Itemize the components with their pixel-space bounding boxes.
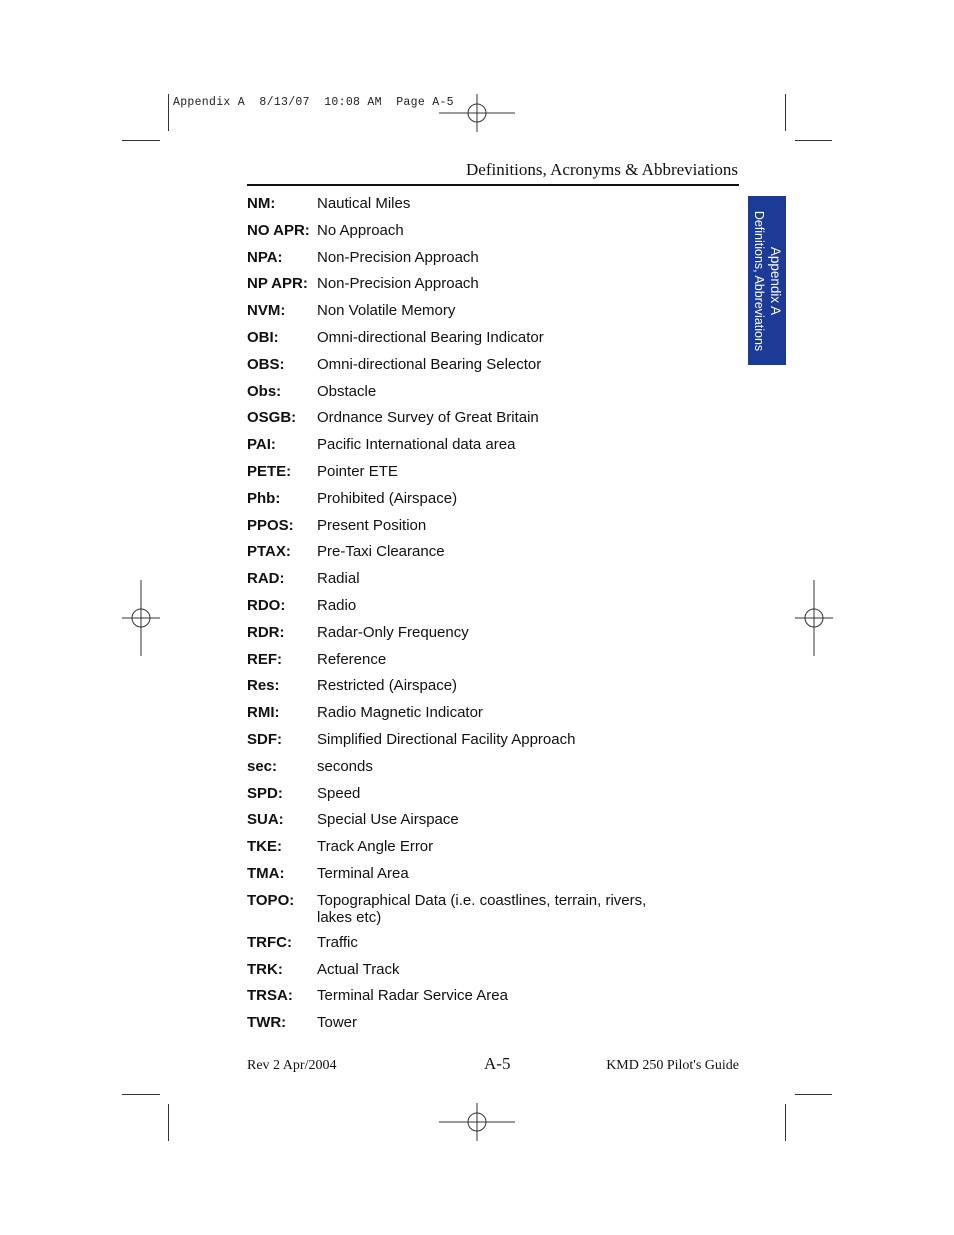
registration-mark-icon [795,580,833,656]
glossary-entry [247,356,717,383]
side-tab-section-label: Definitions, Abbreviations [752,210,766,351]
glossary-entry [247,865,717,892]
entry-term: NO APR: [247,221,310,239]
entry-definition: Omni-directional Bearing Indicator [317,328,544,346]
crop-mark [168,94,169,131]
entry-definition: Pointer ETE [317,462,398,480]
appendix-side-tab [748,196,786,365]
crop-mark [122,1094,160,1095]
entry-definition: Traffic [317,933,358,951]
entry-term: RAD: [247,570,285,588]
glossary-entry [247,987,717,1014]
entry-term: SUA: [247,811,284,829]
entry-term: TMA: [247,864,285,882]
entry-definition: Speed [317,784,361,802]
side-tab-text [751,210,783,350]
footer-guide-title: KMD 250 Pilot's Guide [606,1058,739,1073]
entry-term: TRFC: [247,933,292,951]
glossary-entry [247,624,717,651]
header-rule [247,184,739,186]
registration-mark-icon [439,1103,515,1141]
glossary-entry [247,249,717,276]
entry-term: Obs: [247,382,282,400]
entry-definition: No Approach [317,221,404,239]
entry-term: NM: [247,195,276,212]
entry-term: RDR: [247,623,285,641]
glossary-entry [247,302,717,329]
side-tab-appendix-label: Appendix A [768,246,783,315]
entry-definition: Special Use Airspace [317,811,459,829]
glossary-entry [247,275,717,302]
entry-definition: Pacific International data area [317,436,516,454]
entry-definition: Obstacle [317,382,377,400]
entry-term: PPOS: [247,516,294,534]
entry-definition: Radar-Only Frequency [317,623,469,641]
entry-definition: Track Angle Error [317,838,434,856]
entry-definition: Pre-Taxi Clearance [317,543,445,561]
glossary-entry [247,329,717,356]
crop-mark [168,1104,169,1141]
entry-term: OBI: [247,328,279,346]
crop-mark [122,140,160,141]
entry-definition: Terminal Area [317,864,409,882]
entry-term: PETE: [247,462,292,480]
entry-definition: Nautical Miles [317,195,411,212]
entry-definition: Ordnance Survey of Great Britain [317,409,539,427]
entry-term: TOPO: [247,891,295,909]
glossary-entry [247,704,717,731]
footer-revision: Rev 2 Apr/2004 [247,1058,337,1073]
glossary-entry [247,731,717,758]
entry-definition: Radio [317,596,357,614]
glossary-entry [247,517,717,544]
entry-term: NPA: [247,248,283,266]
glossary-entry [247,1014,717,1041]
glossary-entry [247,490,717,517]
entry-definition: Prohibited (Airspace) [317,489,458,507]
glossary-entry [247,758,717,785]
entry-term: RMI: [247,704,280,722]
glossary-entry [247,195,717,222]
entry-definition: Non Volatile Memory [317,302,456,320]
entry-definition: Non-Precision Approach [317,275,479,293]
entry-term: NP APR: [247,275,308,293]
page-number: A-5 [484,1054,511,1073]
glossary-entry [247,811,717,838]
glossary-entry [247,934,717,961]
entry-term: sec: [247,757,278,775]
glossary-entry [247,543,717,570]
entry-term: TWR: [247,1014,287,1032]
glossary-entry [247,677,717,704]
printer-slug: Appendix A 8/13/07 10:08 AM Page A-5 [173,96,454,109]
crop-mark [795,1094,832,1095]
crop-mark [785,1104,786,1141]
entry-term: NVM: [247,302,286,320]
entry-term: RDO: [247,596,286,614]
glossary-entry [247,436,717,463]
entry-term: REF: [247,650,282,668]
entry-definition: Non-Precision Approach [317,248,479,266]
entry-definition: Present Position [317,516,427,534]
glossary-entry [247,383,717,410]
entry-term: SPD: [247,784,283,802]
glossary-entry [247,409,717,436]
glossary-entry [247,597,717,624]
glossary-entry [247,838,717,865]
registration-mark-icon [122,580,160,656]
glossary-entry [247,463,717,490]
entry-term: OSGB: [247,409,297,427]
entry-definition: Reference [317,650,387,668]
entry-definition: Terminal Radar Service Area [317,987,508,1005]
glossary-entry [247,785,717,812]
glossary-entry [247,892,717,934]
glossary-list [247,195,717,1041]
entry-definition: Tower [317,1014,358,1032]
entry-term: TRSA: [247,987,293,1005]
crop-mark [795,140,832,141]
entry-term: SDF: [247,730,282,748]
entry-term: TRK: [247,960,283,978]
glossary-entry [247,570,717,597]
glossary-entry [247,651,717,678]
glossary-entry [247,961,717,988]
entry-definition: Actual Track [317,960,400,978]
entry-term: PTAX: [247,543,291,561]
entry-definition: Radio Magnetic Indicator [317,704,483,722]
entry-term: Res: [247,677,280,695]
glossary-entry [247,222,717,249]
entry-definition: Restricted (Airspace) [317,677,458,695]
crop-mark [785,94,786,131]
entry-definition: seconds [317,757,373,775]
entry-definition: Omni-directional Bearing Selector [317,355,542,373]
entry-definition: Topographical Data (i.e. coastlines, terrain, rivers, lakes etc) [317,891,647,926]
entry-term: OBS: [247,355,285,373]
entry-term: Phb: [247,489,281,507]
entry-definition: Simplified Directional Facility Approach [317,730,576,748]
entry-definition: Radial [317,570,360,588]
entry-term: TKE: [247,838,282,856]
running-header-title: Definitions, Acronyms & Abbreviations [466,160,738,179]
registration-mark-icon [439,94,515,132]
entry-term: PAI: [247,436,276,454]
